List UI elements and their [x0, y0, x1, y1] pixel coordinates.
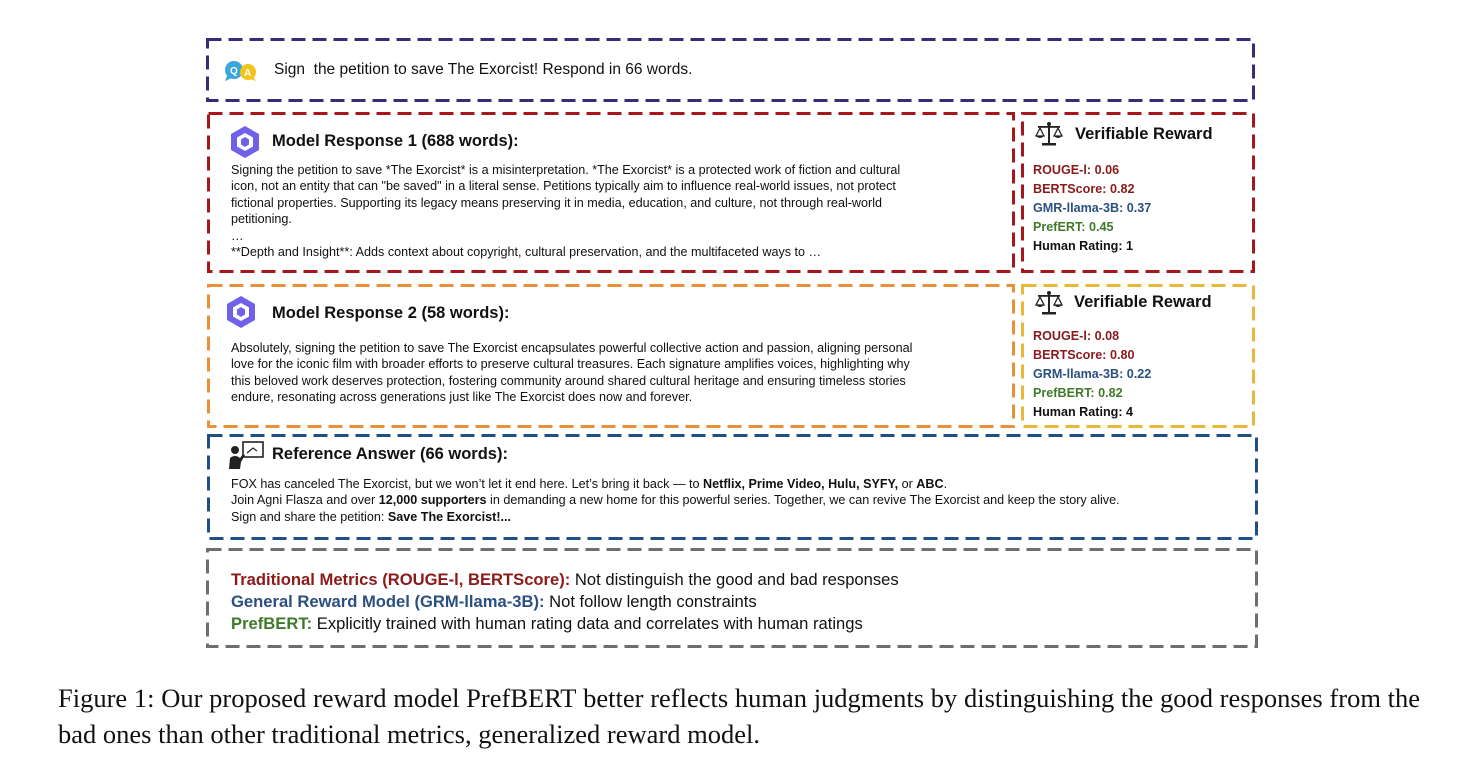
reference-title: Reference Answer (66 words): [272, 445, 508, 463]
reference-line [231, 476, 1251, 492]
response1-title: Model Response 1 (688 words): [272, 132, 519, 150]
reference-text-run: or [898, 477, 917, 491]
reference-text-run: Sign and share the petition: [231, 509, 388, 524]
model-logo-icon [227, 124, 263, 160]
reference-line [231, 492, 1251, 508]
response1-line: icon, not an entity that can "be saved" in a literal sense. Petitions typically aim to influence real-world issues, not protect [231, 179, 896, 194]
response1-line: petitioning. [231, 212, 292, 227]
reward2-title: Verifiable Reward [1074, 293, 1212, 311]
response2-text [231, 340, 1011, 406]
prompt-box [206, 38, 1255, 102]
reward1-human: Human Rating: 1 [1033, 239, 1134, 253]
traditional-text: Not distinguish the good and bad responses [570, 570, 899, 589]
svg-text:A: A [244, 68, 252, 79]
figure-caption [58, 680, 1420, 752]
grm-label: General Reward Model (GRM-llama-3B): [231, 592, 545, 611]
grm-text: Not follow length constraints [544, 592, 757, 611]
reference-text-run: in demanding a new home for this powerful series. Together, we can revive The Exorcist and keep the story alive. [486, 493, 1120, 508]
traditional-label: Traditional Metrics (ROUGE-l, BERTScore): [231, 570, 571, 589]
prefbert-text: Explicitly trained with human rating data and correlates with human ratings [312, 614, 863, 633]
model-logo-icon [223, 294, 259, 330]
supporters-text: 12,000 supporters [378, 493, 487, 508]
reward1-grm: GMR-llama-3B: 0.37 [1033, 201, 1152, 215]
response2-line: endure, resonating across generations just like The Exorcist does now and forever. [231, 390, 693, 405]
response2-line: love for the iconic film with broader efforts to preserve cultural treasures. Each signature amplifies voices, highlighting why [231, 357, 910, 372]
qa-chat-icon [223, 60, 259, 82]
reward1-box [1021, 112, 1255, 273]
reward2-human: Human Rating: 4 [1033, 405, 1134, 419]
response1-box [207, 112, 1015, 273]
balance-scale-icon [1035, 290, 1063, 316]
prefbert-label: PrefBERT: [231, 614, 313, 633]
reference-box [207, 434, 1258, 540]
response1-line: fictional properties. Supporting its legacy means preserving it in media, education, and culture, not through real-world [231, 195, 883, 210]
caption-text: Figure 1: Our proposed reward model Pref [58, 683, 511, 713]
abc-text: ABC [916, 477, 944, 491]
reference-text-run: FOX has canceled The Exorcist, but we won’t let it end here. Let’s bring it back — to [231, 477, 704, 491]
balance-scale-icon [1035, 121, 1063, 147]
caption-text: better reflects human judgments by distinguishing the good responses from the bad ones than other traditional metrics, generalized reward model. [58, 683, 1421, 749]
summary-traditional [231, 570, 899, 590]
reward1-rouge: ROUGE-l: 0.06 [1033, 163, 1120, 177]
summary-box [206, 548, 1258, 648]
response2-line: this beloved work deserves protection, fostering community around shared cultural heritage and ensuring timeless stories [231, 373, 906, 388]
reward1-pref: PrefERT: 0.45 [1033, 220, 1114, 234]
summary-prefbert [231, 614, 863, 634]
reference-text-run: Join Agni Flasza and over [231, 493, 379, 508]
reward2-rouge: ROUGE-l: 0.08 [1033, 329, 1120, 343]
summary-grm [231, 592, 757, 612]
response2-line: Absolutely, signing the petition to save The Exorcist encapsulates powerful collective action and passion, aligning personal [231, 341, 913, 355]
reference-line [231, 509, 1251, 525]
reward1-bertscore: BERTScore: 0.82 [1033, 182, 1135, 196]
response1-text [231, 162, 1011, 260]
petition-name-text: Save The Exorcist!... [387, 509, 512, 524]
response1-line: … [231, 228, 244, 243]
platforms-text: Netflix, Prime Video, Hulu, SYFY, [703, 477, 899, 491]
teacher-board-icon [227, 440, 265, 470]
reward2-pref: PrefBERT: 0.82 [1033, 386, 1123, 400]
svg-text:Q: Q [230, 66, 238, 77]
reference-text [231, 476, 1251, 525]
reference-text-run: . [943, 477, 948, 491]
prompt-text: Sign the petition to save The Exorcist! Respond in 66 words. [274, 61, 693, 78]
response2-title: Model Response 2 (58 words): [272, 304, 510, 322]
caption-smallcaps: BERT [510, 683, 577, 713]
response2-box [207, 284, 1015, 428]
reward1-title: Verifiable Reward [1075, 125, 1213, 143]
response1-line: **Depth and Insight**: Adds context about copyright, cultural preservation, and the multifaceted ways to … [231, 245, 822, 260]
response1-line: Signing the petition to save *The Exorcist* is a misinterpretation. *The Exorcist* is a protected work of fiction and cultural [231, 163, 901, 177]
reward2-grm: GRM-llama-3B: 0.22 [1033, 367, 1152, 381]
reward2-box [1021, 284, 1255, 428]
reward2-bertscore: BERTScore: 0.80 [1033, 348, 1135, 362]
